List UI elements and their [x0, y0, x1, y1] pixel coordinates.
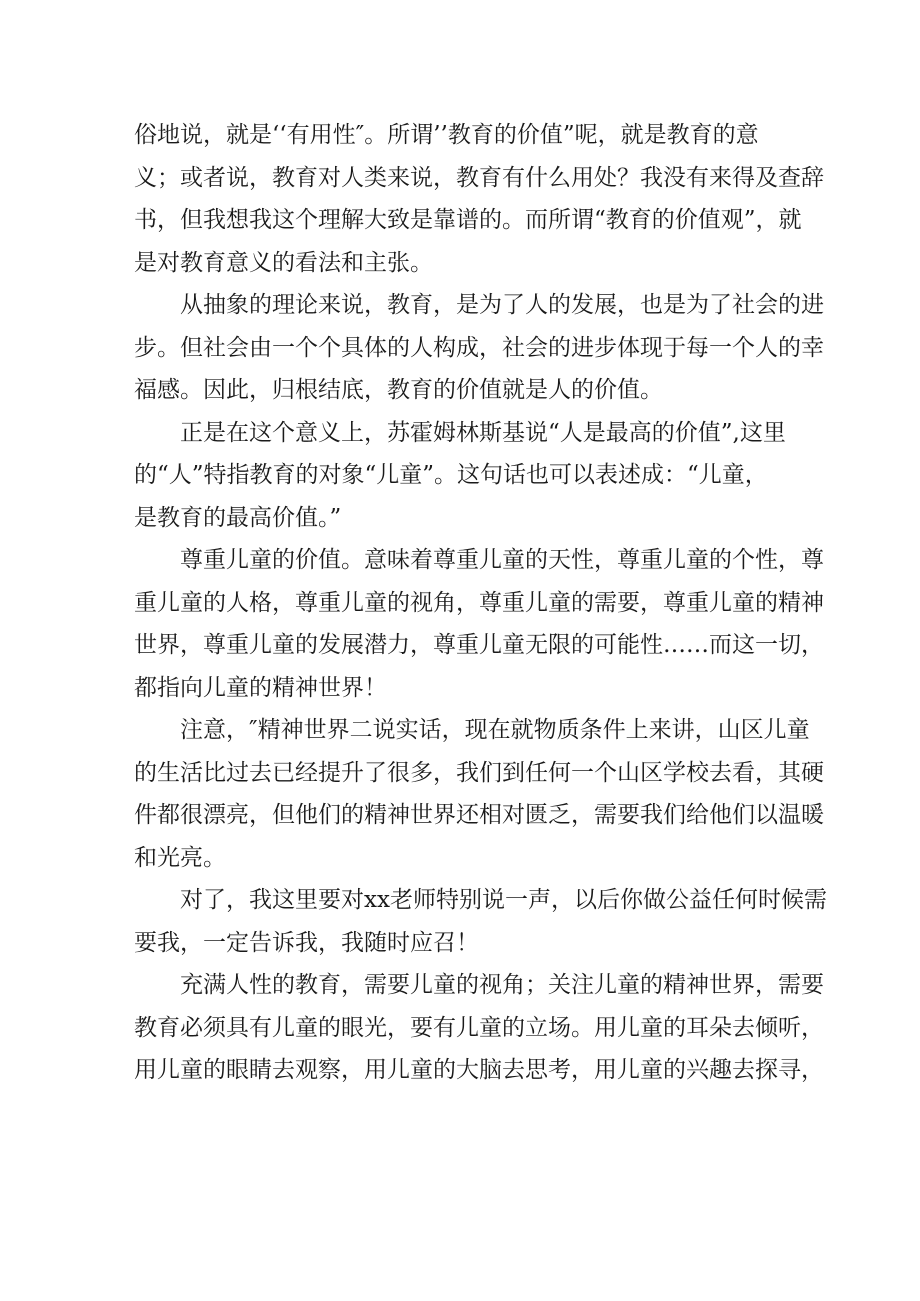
text-line: 对了，我这里要对xx老师特别说一声，以后你做公益任何时候需: [180, 887, 827, 913]
text-line: 教育必须具有儿童的眼光，要有儿童的立场。用儿童的耳朵去倾听，: [134, 1014, 824, 1041]
text-line: 的“人”特指教育的对象“儿童”。这句话也可以表述成：“儿童，: [134, 462, 768, 488]
paragraph-2: [134, 284, 824, 412]
text-line: 书，但我想我这个理解大致是靠谱的。而所谓“教育的价值观”，就: [134, 207, 802, 233]
document-body: [134, 114, 827, 1092]
text-line: 是教育的最高价值。”: [134, 504, 342, 531]
text-line: 俗地说，就是‘‘有用性″。所谓’’教育的价值”呢，就是教育的意: [134, 122, 759, 148]
text-line: 义；或者说，教育对人类来说，教育有什么用处？我没有来得及查辞: [134, 164, 824, 191]
text-line: 正是在这个意义上，苏霍姆林斯基说“人是最高的价值”,这里: [180, 419, 786, 446]
text-line: 和光亮。: [134, 844, 226, 871]
text-line: 从抽象的理论来说，教育，是为了人的发展，也是为了社会的进: [180, 292, 824, 318]
text-line: 用儿童的眼睛去观察，用儿童的大脑去思考，用儿童的兴趣去探寻，: [134, 1057, 824, 1083]
text-line: 步。但社会由一个个具体的人构成，社会的进步体现于每一个人的幸: [134, 334, 824, 361]
paragraph-3: [134, 412, 789, 540]
text-line: 充满人性的教育，需要儿童的视角；关注儿童的精神世界，需要: [180, 972, 824, 998]
text-line: 注意，″精神世界二说实话，现在就物质条件上来讲，山区儿童: [180, 717, 810, 743]
paragraph-4: [134, 539, 824, 709]
text-line: 是对教育意义的看法和主张。: [134, 249, 433, 276]
text-line: 要我，一定告诉我，我随时应召！: [134, 929, 479, 956]
text-line: 重儿童的人格，尊重儿童的视角，尊重儿童的需要，尊重儿童的精神: [134, 589, 824, 616]
text-line: 世界，尊重儿童的发展潜力，尊重儿童无限的可能性……而这一切，: [134, 632, 824, 658]
text-line: 的生活比过去已经提升了很多，我们到任何一个山区学校去看，其硬: [134, 759, 824, 786]
text-line: 福感。因此，归根结底，教育的价值就是人的价值。: [134, 377, 663, 403]
paragraph-5: [134, 709, 824, 879]
paragraph-1: [134, 114, 824, 284]
text-line: 尊重儿童的价值。意味着尊重儿童的天性，尊重儿童的个性，尊: [180, 547, 824, 573]
text-line: 都指向儿童的精神世界！: [134, 674, 387, 701]
paragraph-6: [134, 879, 827, 964]
paragraph-7: [134, 964, 824, 1092]
text-line: 件都很漂亮，但他们的精神世界还相对匮乏，需要我们给他们以温暖: [134, 802, 824, 828]
